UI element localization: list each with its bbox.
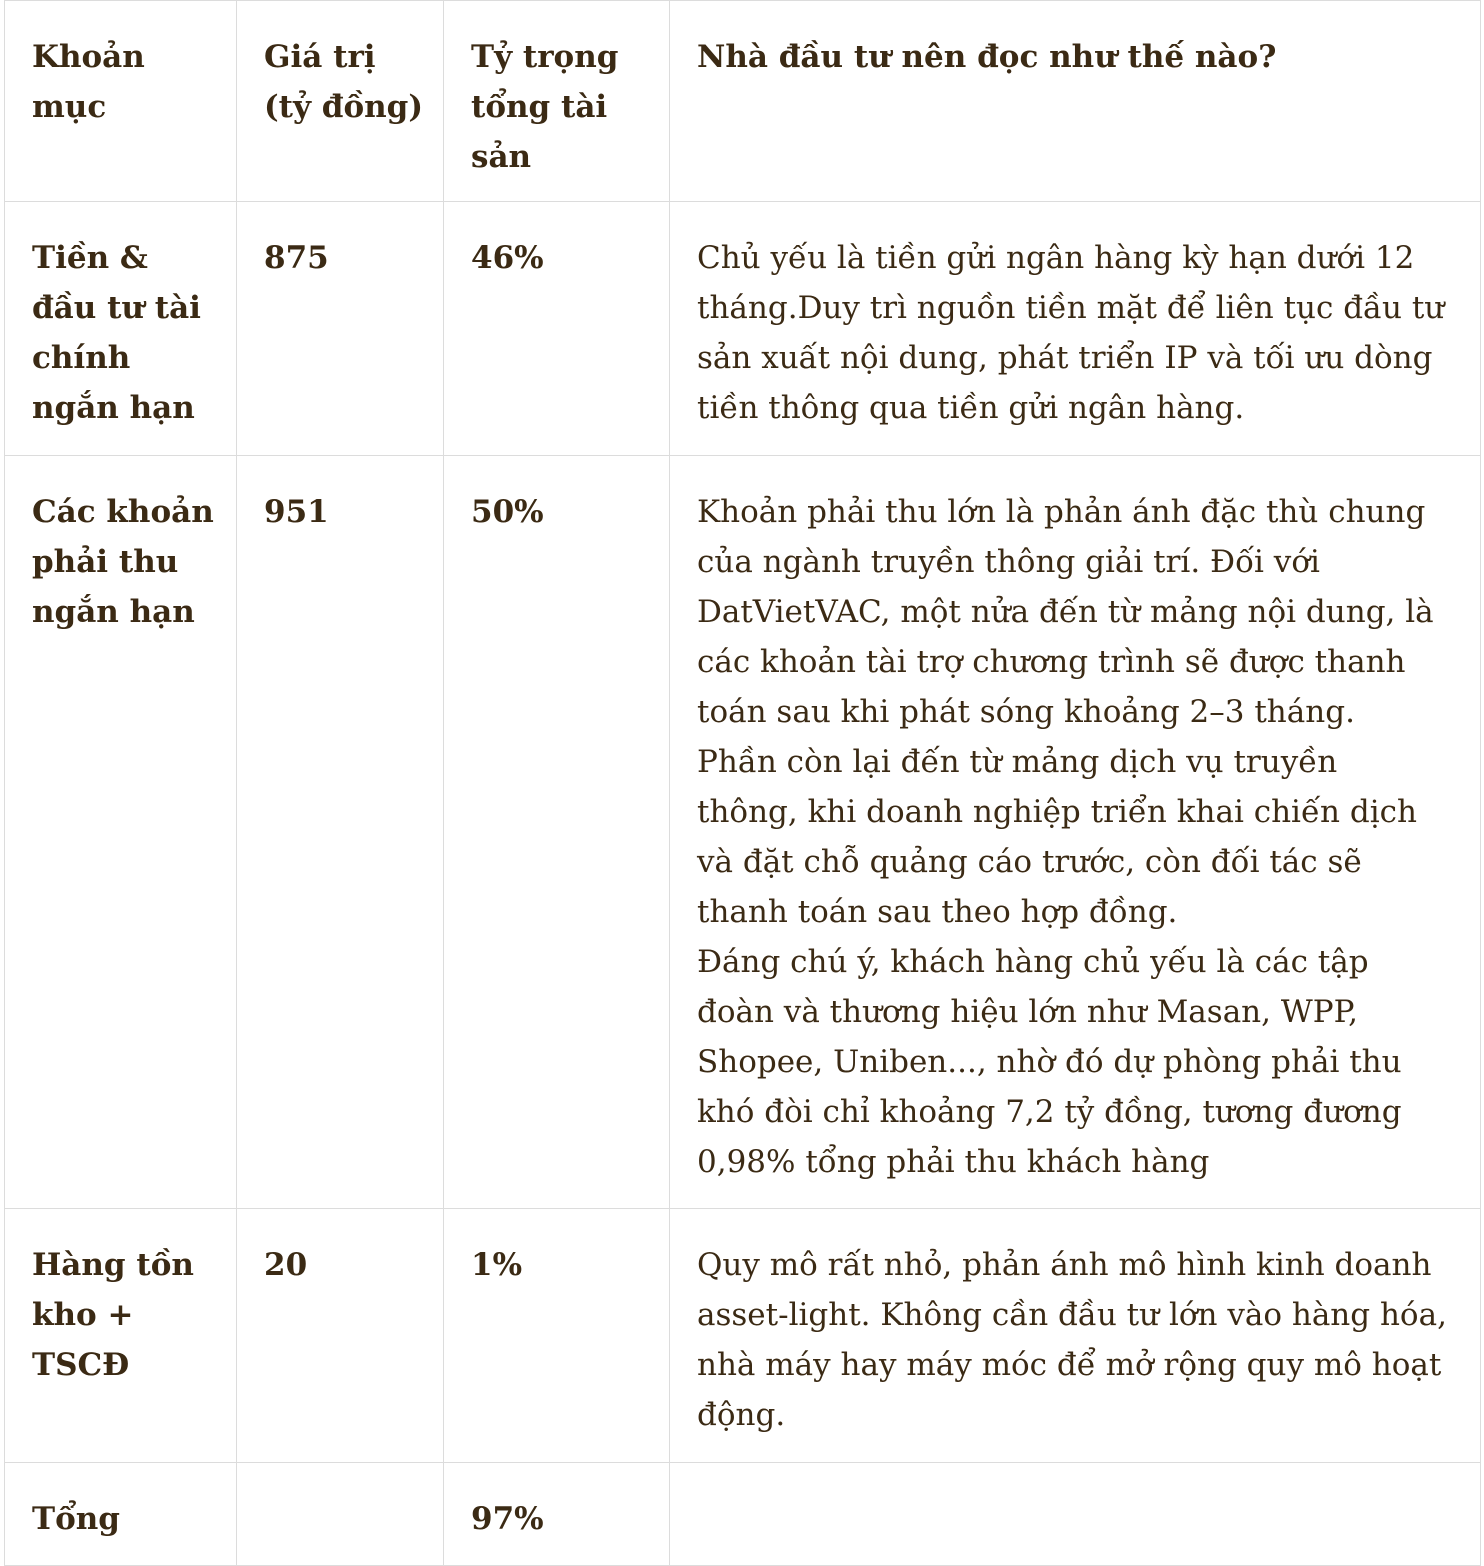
header-share: Tỷ trọng tổng tài sản <box>444 1 670 202</box>
cell-share: 50% <box>444 456 670 1209</box>
cell-item: Tiền & đầu tư tài chính ngắn hạn <box>5 202 237 456</box>
cell-description <box>670 1463 1481 1566</box>
cell-share: 97% <box>444 1463 670 1566</box>
header-investor-reading: Nhà đầu tư nên đọc như thế nào? <box>670 1 1481 202</box>
asset-breakdown-table <box>4 0 1481 1566</box>
cell-value <box>237 1463 444 1566</box>
header-item: Khoản mục <box>5 1 237 202</box>
cell-description: Quy mô rất nhỏ, phản ánh mô hình kinh doanh asset-light. Không cần đầu tư lớn vào hàng hóa, nhà máy hay máy móc để mở rộng quy mô hoạt động. <box>670 1209 1481 1463</box>
table-row <box>5 1209 1481 1463</box>
cell-item: Các khoản phải thu ngắn hạn <box>5 456 237 1209</box>
cell-value: 951 <box>237 456 444 1209</box>
cell-description: Khoản phải thu lớn là phản ánh đặc thù chung của ngành truyền thông giải trí. Đối với DatVietVAC, một nửa đến từ mảng nội dung, là các khoản tài trợ chương trình sẽ được thanh toán sau khi phát sóng khoảng 2–3 tháng. Phần còn lại đến từ mảng dịch vụ truyền thông, khi doanh nghiệp triển khai chiến dịch và đặt chỗ quảng cáo trước, còn đối tác sẽ thanh toán sau theo hợp đồng. Đáng chú ý, khách hàng chủ yếu là các tập đoàn và thương hiệu lớn như Masan, WPP, Shopee, Uniben..., nhờ đó dự phòng phải thu khó đòi chỉ khoảng 7,2 tỷ đồng, tương đương 0,98% tổng phải thu khách hàng <box>670 456 1481 1209</box>
cell-share: 1% <box>444 1209 670 1463</box>
table-row <box>5 456 1481 1209</box>
cell-item: Hàng tồn kho + TSCĐ <box>5 1209 237 1463</box>
table-row <box>5 202 1481 456</box>
table-total-row <box>5 1463 1481 1566</box>
cell-value: 875 <box>237 202 444 456</box>
cell-item: Tổng <box>5 1463 237 1566</box>
table-header-row <box>5 1 1481 202</box>
cell-value: 20 <box>237 1209 444 1463</box>
cell-share: 46% <box>444 202 670 456</box>
header-value: Giá trị (tỷ đồng) <box>237 1 444 202</box>
cell-description: Chủ yếu là tiền gửi ngân hàng kỳ hạn dưới 12 tháng.Duy trì nguồn tiền mặt để liên tục đầu tư sản xuất nội dung, phát triển IP và tối ưu dòng tiền thông qua tiền gửi ngân hàng. <box>670 202 1481 456</box>
